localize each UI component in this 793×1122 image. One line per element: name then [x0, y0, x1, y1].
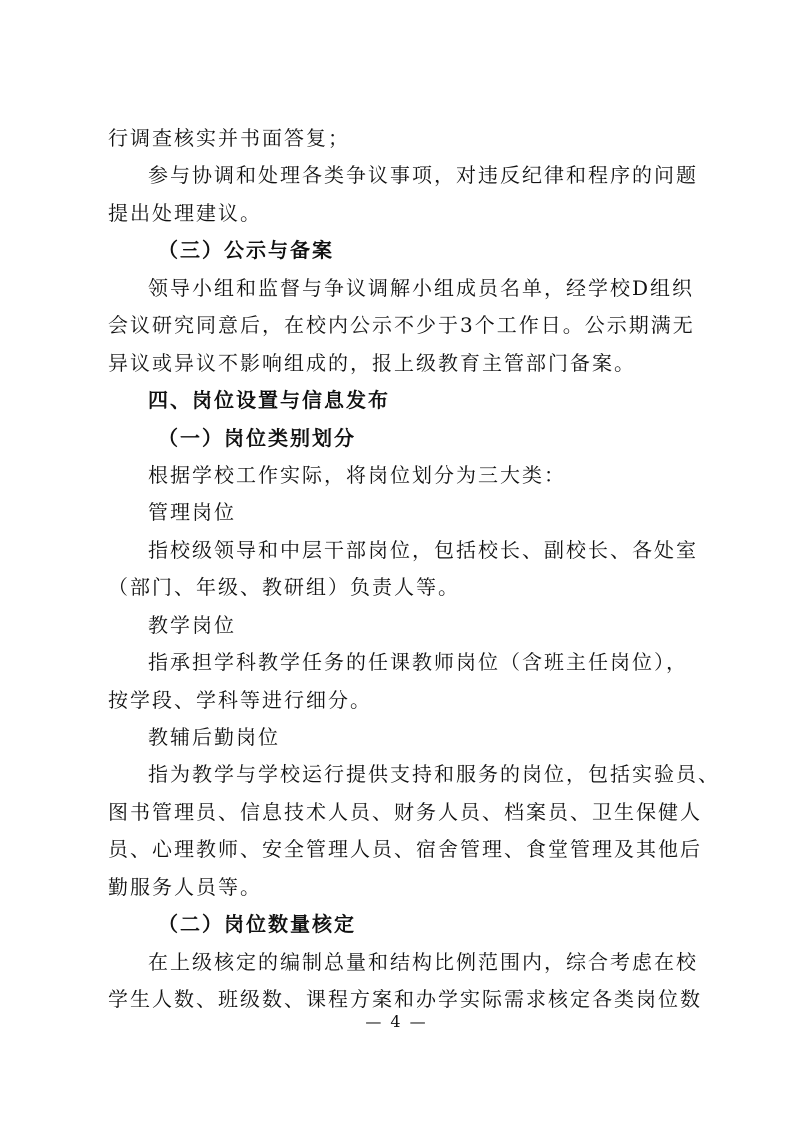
text-line: 员、心理教师、安全管理人员、宿舍管理、食堂管理及其他后 [108, 837, 702, 862]
text-line: 教辅后勤岗位 [148, 725, 280, 749]
section-heading: 四、岗位设置与信息发布 [148, 388, 390, 413]
text-line: 指为教学与学校运行提供支持和服务的岗位，包括实验员、 [148, 762, 720, 787]
subheading: （一）岗位类别划分 [158, 425, 356, 450]
text-line: 会议研究同意后，在校内公示不少于3个工作日。公示期满无 [108, 313, 695, 338]
text-line: 领导小组和监督与争议调解小组成员名单，经学校D组织 [148, 275, 695, 300]
subheading: （三）公示与备案 [158, 238, 334, 263]
text-line: 行调查核实并书面答复； [108, 126, 350, 150]
text-line: 提出处理建议。 [108, 200, 262, 225]
text-line: 异议或异议不影响组成的，报上级教育主管部门备案。 [108, 350, 636, 375]
text-line: 指承担学科教学任务的任课教师岗位（含班主任岗位）， [148, 650, 688, 675]
text-line: 学生人数、班级数、课程方案和办学实际需求核定各类岗位数 [108, 987, 702, 1012]
body-text [108, 120, 720, 1019]
text-line: 按学段、学科等进行细分。 [108, 687, 372, 712]
text-line: 教学岗位 [148, 612, 236, 637]
text-line: 指校级领导和中层干部岗位，包括校长、副校长、各处室 [148, 537, 698, 562]
text-line: 图书管理员、信息技术人员、财务人员、档案员、卫生保健人 [108, 799, 702, 824]
page-number: — 4 — [365, 1012, 428, 1031]
text-line: 勤服务人员等。 [108, 874, 262, 899]
text-line: 参与协调和处理各类争议事项，对违反纪律和程序的问题 [148, 163, 698, 188]
subheading: （二）岗位数量核定 [158, 912, 356, 937]
text-line: 管理岗位 [148, 500, 236, 525]
text-line: （部门、年级、教研组）负责人等。 [108, 575, 460, 600]
text-line: 根据学校工作实际，将岗位划分为三大类： [148, 462, 566, 487]
text-line: 在上级核定的编制总量和结构比例范围内，综合考虑在校 [148, 949, 698, 974]
